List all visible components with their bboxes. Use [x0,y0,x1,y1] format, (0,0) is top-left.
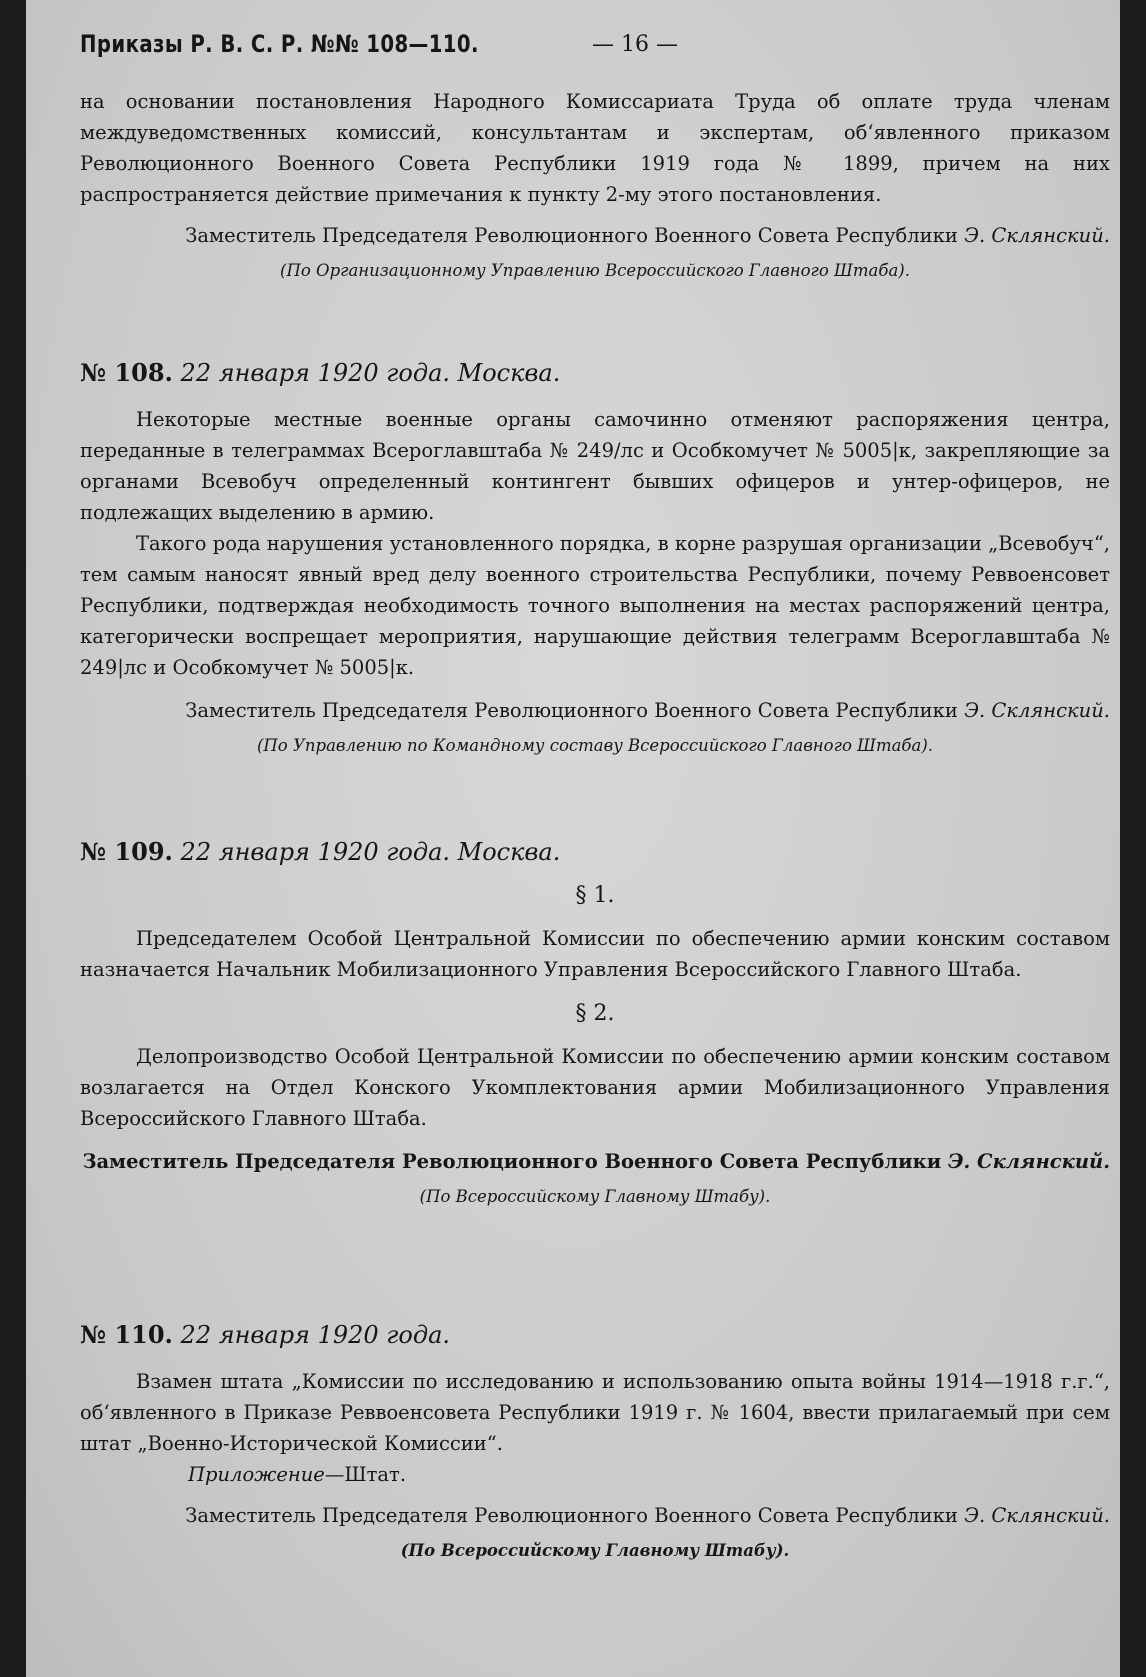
order-number: № 108. [80,358,173,387]
signature-title: Заместитель Председателя Революционного Военного Совета Республики [185,224,958,247]
order-109 [80,835,1110,1211]
order-date: 22 января 1920 года. Москва. [180,359,561,387]
order-number: № 110. [80,1320,173,1349]
signature-name: Э. Склянский. [964,699,1110,722]
section-text: Председателем Особой Центральной Комиссии по обеспечению армии конским составом назначается Начальник Мобилизационного Управления Всероссийского Главного Штаба. [80,927,1110,981]
order-department: (По Всероссийскому Главному Штабу). [400,1541,790,1560]
section-text: Делопроизводство Особой Центральной Комиссии по обеспечению армии конским составом возлагается на Отдел Конского Укомплектования армии Мобилизационного Управления Всероссийского Главного Штаба. [80,1045,1110,1130]
document-page [26,0,1120,1677]
order-signature [80,1500,1110,1531]
order-date: 22 января 1920 года. Москва. [180,838,561,866]
intro-department: (По Организационному Управлению Всероссийского Главного Штаба). [280,261,910,280]
order-paragraph: Такого рода нарушения установленного порядка, в корне разрушая организации „Всевобуч“, тем самым наносят явный вред делу военного строительства Республики, почему Реввоенсовет Республики, подтверждая необходимость точного выполнения на местах распоряжений центра, категорически воспрещает мероприятия, нарушающие действия телеграмм Всероглавштаба № 249|лс и Особкомучет № 5005|к. [80,532,1110,679]
order-heading [80,356,1110,390]
order-heading [80,835,1110,869]
intro-signature [80,220,1110,251]
order-paragraph: Некоторые местные военные органы самочинно отменяют распоряжения центра, переданные в телеграммах Всероглавштаба № 249/лс и Особкомучет № 5005|к, закрепляющие за органами Всевобуч определенный контингент бывших офицеров и унтер-офицеров, не подлежащих выделению в армию. [80,408,1110,524]
page-header [80,30,1110,66]
signature-title: Заместитель Председателя Революционного Военного Совета Республики [185,1504,958,1527]
order-108 [80,356,1110,760]
signature-title: Заместитель Председателя Революционного Военного Совета Республики [185,699,958,722]
order-date: 22 января 1920 года. [180,1321,451,1349]
appendix-text: —Штат. [324,1463,407,1486]
page-number: — 16 — [592,32,678,57]
order-number: № 109. [80,837,173,866]
appendix-label: Приложение [188,1463,325,1486]
header-title: Приказы Р. В. С. Р. №№ 108—110. [80,30,479,58]
order-signature [80,695,1110,726]
signature-name: Э. Склянский. [947,1150,1110,1173]
order-department: (По Всероссийскому Главному Штабу). [419,1187,771,1206]
section-label: § 2. [575,1001,615,1026]
intro-block [80,86,1110,285]
signature-name: Э. Склянский. [964,1504,1110,1527]
signature-title: Заместитель Председателя Революционного Военного Совета Республики [82,1150,942,1173]
appendix-line [80,1459,1110,1490]
order-paragraph: Взамен штата „Комиссии по исследованию и использованию опыта войны 1914—1918 г.г.“, об‘явленного в Приказе Реввоенсовета Республики 1919 г. № 1604, ввести прилагаемый при сем штат „Военно-Исторической Комиссии“. [80,1370,1110,1455]
order-signature [80,1146,1110,1177]
section-label: § 1. [575,883,615,908]
order-department: (По Управлению по Командному составу Всероссийского Главного Штаба). [256,736,934,755]
intro-paragraph: на основании постановления Народного Комиссариата Труда об оплате труда членам междуведомственных комиссий, консультантам и экспертам, об‘явленного приказом Революционного Военного Совета Республики 1919 года № 1899, причем на них распространяется действие примечания к пункту 2-му этого постановления. [80,90,1110,206]
order-110 [80,1318,1110,1565]
signature-name: Э. Склянский. [964,224,1110,247]
order-heading [80,1318,1110,1352]
